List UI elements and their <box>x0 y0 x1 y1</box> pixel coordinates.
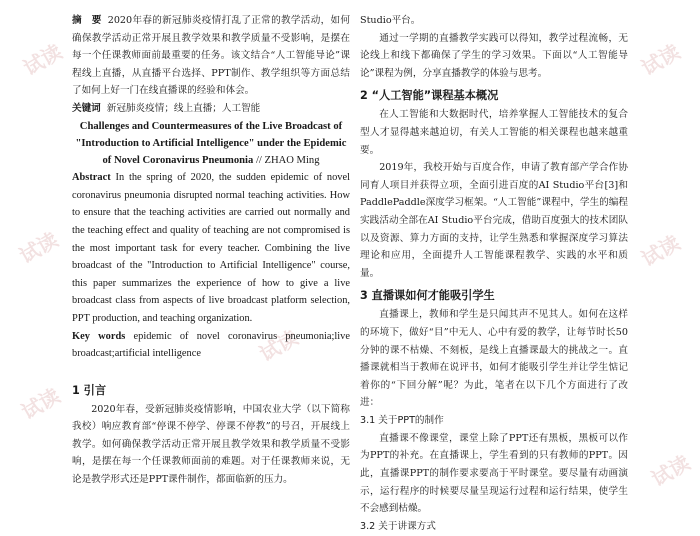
paragraph-2: 在人工智能和大数据时代，培养掌握人工智能技术的复合型人才显得越来越迫切，有关人工智能的相关课程也越来越重要。 <box>360 109 628 156</box>
watermark: 试读 <box>637 230 685 272</box>
keywords-cn <box>72 100 350 118</box>
section-3-1-heading: 3.1 关于PPT的制作 <box>360 414 444 426</box>
paragraph-1: 通过一学期的直播教学实践可以得知，教学过程流畅，无论线上和线下都确保了学生的学习效果。下面以“人工智能导论”课程为例，分享直播教学的体验与思考。 <box>360 32 628 79</box>
watermark: 试读 <box>19 39 67 81</box>
author-en: // ZHAO Ming <box>255 154 320 166</box>
spacer <box>72 363 350 377</box>
abstract-cn <box>72 12 350 100</box>
abstract-en-label: Abstract <box>72 172 111 184</box>
keywords-en-text: epidemic of novel coronavirus pneumonia;live broadcast;artificial intelligence <box>72 330 350 360</box>
abstract-en <box>72 169 350 327</box>
abstract-en-text: In the spring of 2020, the sudden epidemic of novel coronavirus pneumonia disrupted normal teaching activities. How to ensure that the teaching activities are carried out normally and the teaching effect and quality of teaching are not compromised is the most important task for every teacher. Combining the live broadcast of the "Introduction to Artificial Intelligence" course, this paper summarizes the experience of how to give a live broadcast class from aspects of live broadcast platform selection, PPT production, and teaching organization. <box>72 172 350 324</box>
left-column <box>72 12 350 489</box>
title-en-text: Challenges and Countermeasures of the Live Broadcast of "Introduction to Artificial Intelligence" under the Epidemic of Novel Coronavirus Pneumonia <box>75 120 347 166</box>
watermark: 试读 <box>647 450 695 492</box>
section-1-paragraph: 2020年春，受新冠肺炎疫情影响，中国农业大学（以下简称我校）响应教育部“停课不停学、停课不停教”的号召，开展线上教学。如何确保教学活动正常开展且教学效果和教学质量不受影响，是摆在每一个任课教师面前的难题。对于任课教师来说，无论是教学形式还是PPT课件制作，都面临新的压力。 <box>72 403 350 486</box>
watermark: 试读 <box>17 383 65 425</box>
section-3-2-heading: 3.2 关于讲课方式 <box>360 520 436 532</box>
keywords-en <box>72 328 350 363</box>
section-3-heading: 3 直播课如何才能吸引学生 <box>360 289 495 303</box>
paragraph-3: 2019年，我校开始与百度合作，申请了教育部产学合作协同育人项目并获得立项，全面引进百度的AI Studio平台[3]和PaddlePaddle深度学习框架。“人工智能”课程中，学生的编程实践活动全部在AI Studio平台完成，借助百度强大的技术团队以及资源、算力方面的支持，让学生熟悉和掌握深度学习算法理论和应用，全面提升人工智能课程教学、实践的水平和质量。 <box>360 162 628 279</box>
right-column <box>360 12 628 536</box>
keywords-cn-text: 新冠肺炎疫情；线上直播；人工智能 <box>106 102 261 114</box>
keywords-cn-label: 关键词 <box>72 102 101 114</box>
abstract-cn-text: 2020年春的新冠肺炎疫情打乱了正常的教学活动，如何确保教学活动正常开展且教学效果和教学质量不受影响，是摆在每一个任课教师面前最重要的任务。该文结合“人工智能导论”课程线上直播，从直播平台选择、PPT制作、教学组织等方面总结了如何上好一门在线直播课的经验和体会。 <box>72 15 351 97</box>
keywords-en-label: Key words <box>72 330 126 342</box>
abstract-cn-label: 摘 要 <box>72 15 102 26</box>
section-2-heading: 2 “人工智能”课程基本概况 <box>360 89 499 103</box>
continued-text: Studio平台。 <box>360 15 421 26</box>
title-en <box>72 118 350 170</box>
watermark: 试读 <box>255 325 303 367</box>
paragraph-5: 直播课不像课堂，课堂上除了PPT还有黑板，黑板可以作为PPT的补充。在直播课上，学生看到的只有教师的PPT。因此，直播课PPT的制作要求要高于平时课堂。要尽量有动画演示，运行程序的时候要尽量呈现运行过程和运行结果，使学生不会感到枯燥。 <box>360 432 628 515</box>
watermark: 试读 <box>637 39 685 81</box>
section-1-heading: 1 引言 <box>72 383 107 397</box>
paragraph-4: 直播课上，教师和学生是只闻其声不见其人。如何在这样的环境下，做好“目”中无人、心中有爱的教学，让每节时长50分钟的课不枯燥、不刻板，是线上直播课最大的挑战之一。直播课就相当于教师在说评书，如何才能吸引学生并让学生惦记着你的“下回分解”呢？为此，笔者在以下几个方面进行了改进： <box>360 309 628 409</box>
watermark: 试读 <box>15 227 63 269</box>
